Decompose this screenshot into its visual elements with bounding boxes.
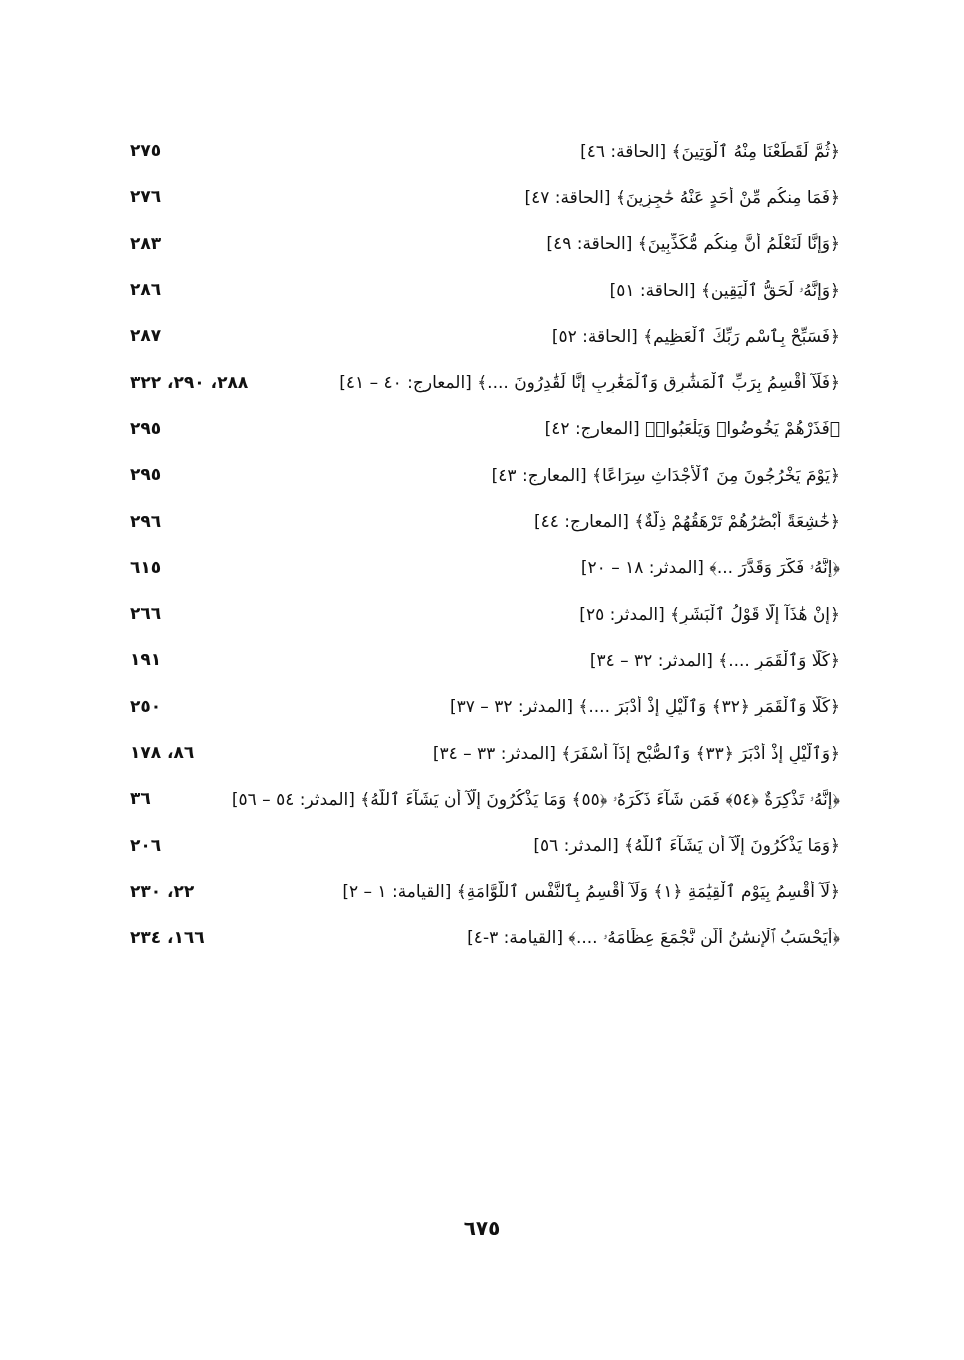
page-references: ٨٦، ١٧٨: [130, 743, 195, 763]
verse-text: ﴿يَوْمَ يَخْرُجُونَ مِنَ ٱلْأَجْدَاثِ سِرَاعًا﴾ [المعارج: ٤٣]: [491, 465, 840, 486]
index-row: [130, 822, 840, 868]
index-row: [130, 684, 840, 730]
index-row: [130, 591, 840, 637]
verse-text: ﴿وَإِنَّهُۥ لَحَقُّ ٱلْيَقِينِ﴾ [الحاقة: ٥١]: [609, 280, 840, 301]
page-references: ٢٧٥: [130, 141, 162, 162]
index-row: [130, 313, 840, 359]
verse-text: ﴿خَٰشِعَةً أَبْصَٰرُهُمْ تَرْهَقُهُمْ ذِلَّةٌ﴾ [المعارج: ٤٤]: [533, 512, 840, 533]
page-references: ٢٨٣: [130, 233, 162, 254]
verse-text: ﴿كَلَّا وَٱلْقَمَرِ ....﴾ [المدثر: ٣٢ – ٣٤]: [589, 650, 840, 671]
verse-text: ﴿إِنْ هَٰذَآ إِلَّا قَوْلُ ٱلْبَشَرِ﴾ [المدثر: ٢٥]: [579, 604, 840, 625]
page-references: ١٦٦، ٢٣٤: [130, 928, 205, 949]
page-references: ٢٨٦: [130, 280, 162, 301]
index-row: [130, 406, 840, 452]
index-row: [130, 498, 840, 544]
verse-text: ﴿ثُمَّ لَقَطَعْنَا مِنْهُ ٱلْوَتِينَ﴾ [الحاقة: ٤٦]: [580, 141, 840, 162]
page-references: ٢٩٥: [130, 418, 162, 439]
page-references: ٢٨٨، ٢٩٠، ٣٢٢: [130, 372, 249, 393]
page-references: ٣٦: [130, 789, 151, 810]
verse-text: ﴿وَإِنَّا لَنَعْلَمُ أَنَّ مِنكُم مُّكَذِّبِينَ﴾ [الحاقة: ٤٩]: [546, 234, 840, 255]
index-row: [130, 869, 840, 915]
verse-text: ﴿فَسَبِّحْ بِٱسْمِ رَبِّكَ ٱلْعَظِيمِ﴾ [الحاقة: ٥٢]: [551, 326, 840, 347]
index-row: [130, 267, 840, 313]
verse-text: ﴿كَلَّا وَٱلْقَمَرِ ﴿٣٢﴾ وَٱلَّيْلِ إِذْ أَدْبَرَ ....﴾ [المدثر: ٣٢ – ٣٧]: [449, 697, 840, 718]
verse-text: ﴿وَٱلَّيْلِ إِذْ أَدْبَرَ ﴿٣٣﴾ وَٱلصُّبْحِ إِذَآ أَسْفَرَ﴾ [المدثر: ٣٣ – ٣٤]: [432, 743, 840, 764]
verse-index-list: [130, 128, 840, 961]
index-row: [130, 359, 840, 405]
index-row: [130, 545, 840, 591]
page-references: ٢٥٠: [130, 696, 162, 717]
page-references: ٢٩٥: [130, 465, 162, 486]
index-row: [130, 174, 840, 220]
verse-text: ﴿أَيَحْسَبُ ٱلْإِنسَٰنُ أَلَّن نَّجْمَعَ عِظَامَهُۥ ....﴾ [القيامة: ٣-٤]: [467, 928, 840, 949]
page-references: ٢٢، ٢٣٠: [130, 881, 195, 902]
page-references: ٢٦٦: [130, 604, 162, 625]
page-references: ٢٧٦: [130, 187, 162, 208]
index-row: [130, 452, 840, 498]
index-row: [130, 637, 840, 683]
index-row: [130, 128, 840, 174]
index-row: [130, 221, 840, 267]
verse-text: ﴿فَذَرْهُمْ يَخُوضُوا۟ وَيَلْعَبُوا۟﴾ [المعارج: ٤٢]: [544, 418, 840, 439]
index-row: [130, 776, 840, 822]
page-references: ٢٠٦: [130, 835, 162, 856]
verse-text: ﴿وَمَا يَذْكُرُونَ إِلَّآ أَن يَشَآءَ ٱللَّهُ﴾ [المدثر: ٥٦]: [533, 836, 840, 857]
index-row: [130, 730, 840, 776]
page-references: ٦١٥: [130, 557, 162, 578]
page-references: ٢٩٦: [130, 511, 162, 532]
verse-text: ﴿إِنَّهُۥ فَكَّرَ وَقَدَّرَ ...﴾ [المدثر: ١٨ – ٢٠]: [580, 557, 840, 578]
verse-text: ﴿إِنَّهُۥ تَذْكِرَةٌ ﴿٥٤﴾ فَمَن شَآءَ ذَكَرَهُۥ ﴿٥٥﴾ وَمَا يَذْكُرُونَ إِلَّآ أَن يَشَآءَ ٱللَّهُ﴾ [المدثر: ٥٤ – ٥٦]: [231, 789, 840, 810]
verse-text: ﴿لَآ أُقْسِمُ بِيَوْمِ ٱلْقِيَٰمَةِ ﴿١﴾ وَلَآ أُقْسِمُ بِٱلنَّفْسِ ٱللَّوَّامَةِ﴾ [القيامة: ١ – ٢]: [342, 882, 840, 903]
verse-text: ﴿فَمَا مِنكُم مِّنْ أَحَدٍ عَنْهُ حَٰجِزِينَ﴾ [الحاقة: ٤٧]: [524, 187, 840, 208]
page-references: ٢٨٧: [130, 326, 162, 347]
page-number: ٦٧٥: [463, 1216, 501, 1240]
index-row: [130, 915, 840, 961]
verse-text: ﴿فَلَآ أُقْسِمُ بِرَبِّ ٱلْمَشَٰرِقِ وَٱلْمَغَٰرِبِ إِنَّا لَقَٰدِرُونَ ....﴾ [المعارج: ٤٠ – ٤١]: [339, 373, 840, 394]
page-references: ١٩١: [130, 650, 162, 671]
